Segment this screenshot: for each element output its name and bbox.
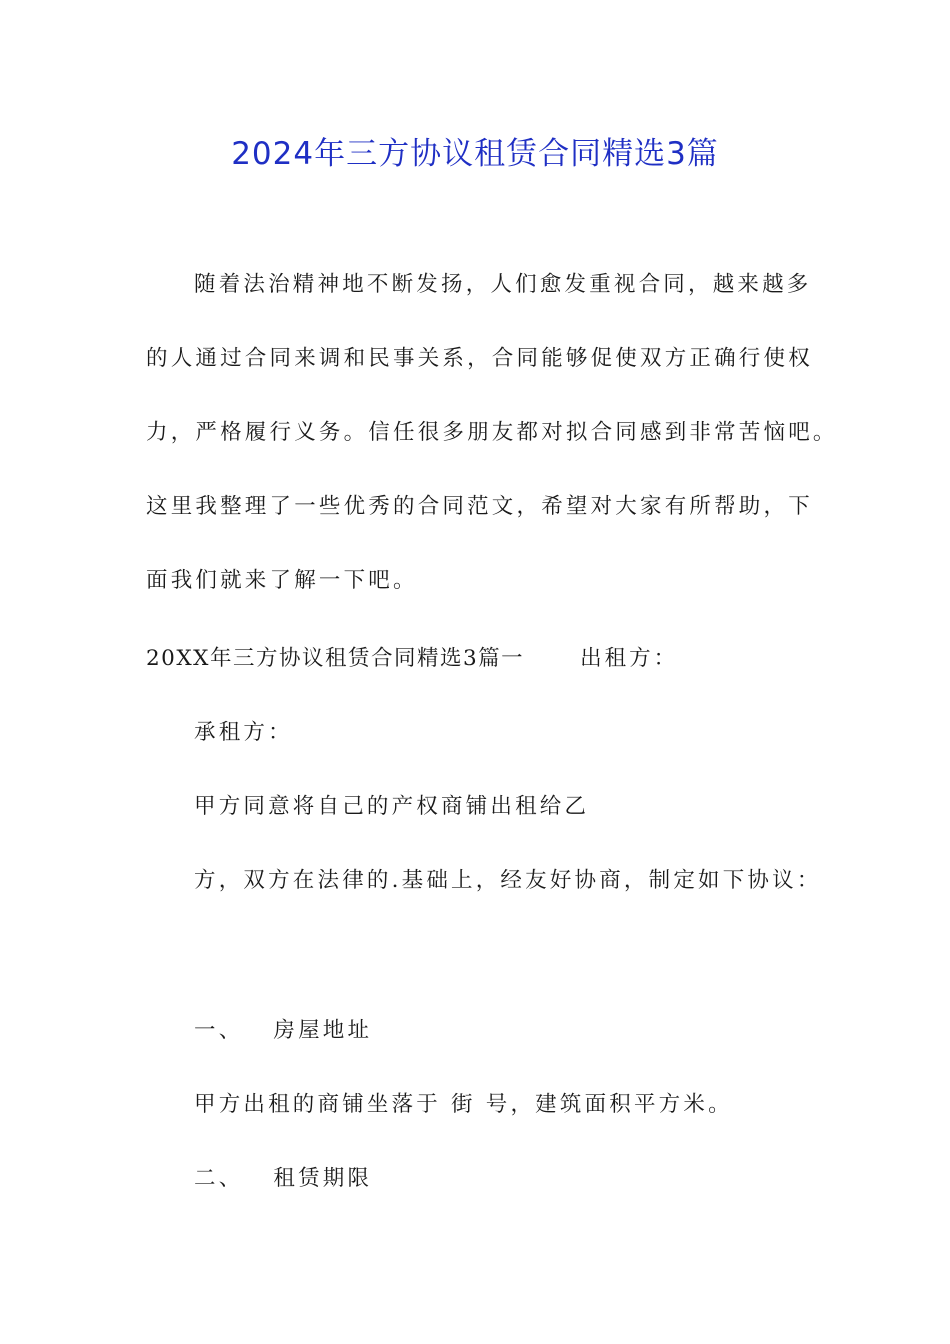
intro-line-4: 这里我整理了一些优秀的合同范文，希望对大家有所帮助，下 (146, 494, 813, 519)
section-heading-line (146, 644, 678, 674)
intro-line-3: 力，严格履行义务。信任很多朋友都对拟合同感到非常苦恼吧。 (146, 420, 838, 445)
clause-1-title: 房屋地址 (273, 1018, 373, 1043)
clause-1-text: 甲方出租的商铺坐落于 街 号，建筑面积平方米。 (194, 1092, 733, 1117)
intro-line-1: 随着法治精神地不断发扬，人们愈发重视合同，越来越多 (194, 272, 812, 297)
intro-line-5: 面我们就来了解一下吧。 (146, 568, 418, 593)
agreement-line-2: 方，双方在法律的.基础上，经友好协商，制定如下协议： (194, 868, 822, 893)
clause-2-number: 二、 (194, 1166, 244, 1191)
agreement-line-1: 甲方同意将自己的产权商铺出租给乙 (194, 794, 590, 819)
clause-2-title: 租赁期限 (273, 1166, 373, 1191)
lessor-label: 出租方： (580, 646, 679, 671)
document-title: 2024年三方协议租赁合同精选3篇 (231, 136, 719, 172)
clause-2-heading (194, 1164, 372, 1194)
clause-1-number: 一、 (194, 1018, 244, 1043)
section-heading: 20XX年三方协议租赁合同精选3篇一 (146, 646, 525, 671)
intro-line-2: 的人通过合同来调和民事关系，合同能够促使双方正确行使权 (146, 346, 813, 371)
clause-1-heading (194, 1016, 372, 1046)
lessee-label: 承租方： (194, 720, 293, 745)
